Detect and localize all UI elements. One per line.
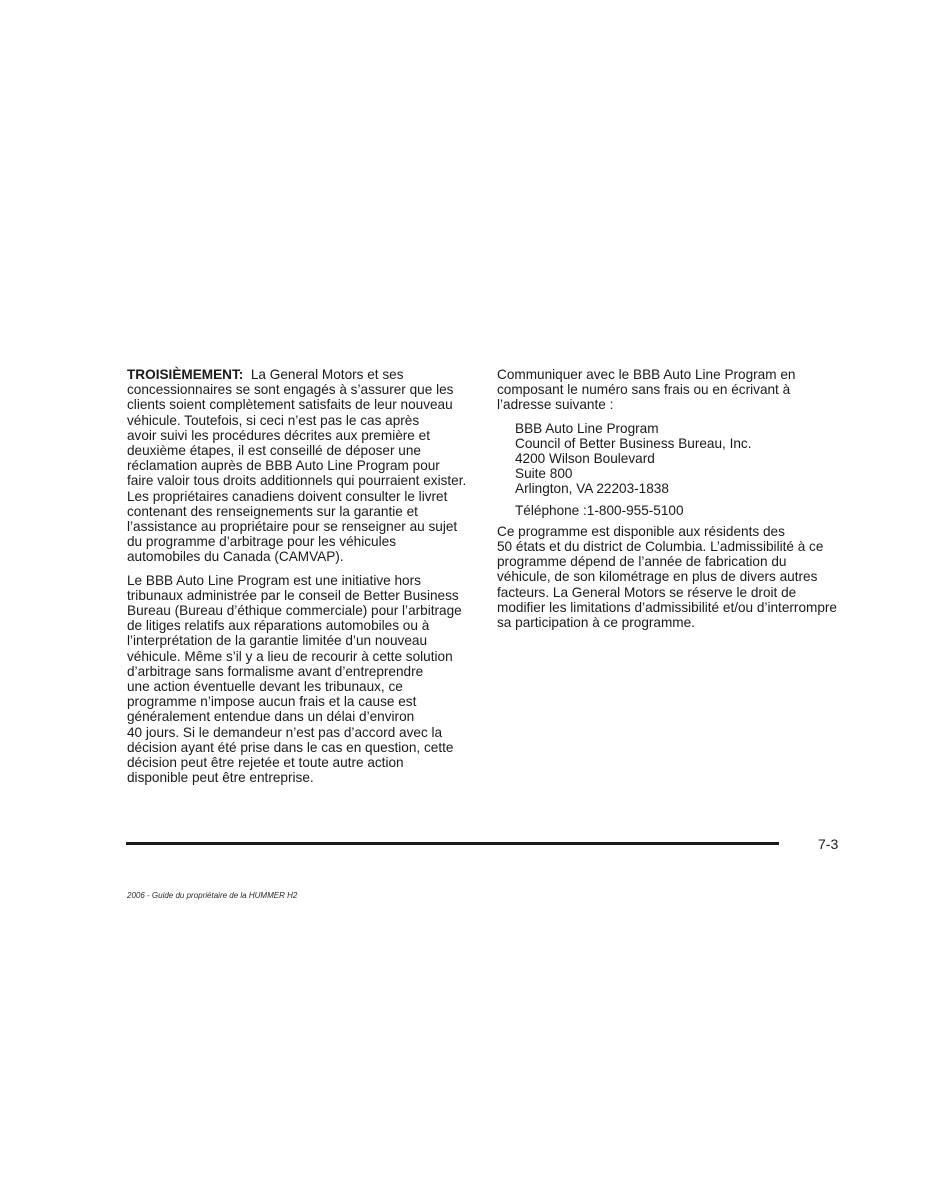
text-line: disponible peut être entreprise. xyxy=(127,770,314,786)
text-line: deuxième étapes, il est conseillé de déposer une xyxy=(127,443,421,459)
mailing-address xyxy=(497,421,847,497)
text-line: avoir suivi les procédures décrites aux première et xyxy=(127,427,430,443)
text-line: modifier les limitations d’admissibilité et/ou d’interrompre xyxy=(497,599,837,615)
right-column xyxy=(497,367,847,638)
text-line: facteurs. La General Motors se réserve le droit de xyxy=(497,584,797,600)
paragraph-troisiemement xyxy=(127,367,477,565)
text-line: 40 jours. Si le demandeur n’est pas d’accord avec la xyxy=(127,724,443,740)
text-line: faire valoir tous droits additionnels qui pourraient exister. xyxy=(127,473,467,489)
text-line: d’arbitrage sans formalisme avant d’entreprendre xyxy=(127,663,424,679)
paragraph-contact xyxy=(497,367,847,413)
text-line: véhicule. Même s’il y a lieu de recourir à cette solution xyxy=(127,648,453,664)
text-line: sa participation à ce programme. xyxy=(497,615,695,631)
lead-heading: TROISIÈMEMENT: xyxy=(127,367,244,382)
text-line: l’interprétation de la garantie limitée d’un nouveau xyxy=(127,633,428,649)
text-line: contenant des renseignements sur la garantie et xyxy=(127,503,418,519)
phone-number: Téléphone :1-800-955-5100 xyxy=(515,502,684,518)
address-line: Suite 800 xyxy=(515,466,573,482)
address-line: 4200 Wilson Boulevard xyxy=(515,451,655,467)
text-line: programme dépend de l’année de fabrication du xyxy=(497,554,787,570)
footer-text: 2006 - Guide du propriétaire de la HUMMER H2 xyxy=(127,891,298,900)
text-line: Communiquer avec le BBB Auto Line Program en xyxy=(497,367,796,382)
paragraph-bbb-program xyxy=(127,573,477,786)
text-line: La General Motors et ses xyxy=(250,367,404,382)
text-line: véhicule, de son kilométrage en plus de divers autres xyxy=(497,569,818,585)
address-line: BBB Auto Line Program xyxy=(515,420,659,436)
text-line: tribunaux administrée par le conseil de Better Business xyxy=(127,587,459,603)
text-line: Ce programme est disponible aux résidents des xyxy=(497,523,785,539)
horizontal-rule xyxy=(126,842,779,845)
text-line: de litiges relatifs aux réparations automobiles ou à xyxy=(127,618,430,634)
text-line: Bureau (Bureau d’éthique commerciale) pour l’arbitrage xyxy=(127,603,462,619)
text-line: une action éventuelle devant les tribunaux, ce xyxy=(127,679,403,695)
text-line: 50 états et du district de Columbia. L’admissibilité à ce xyxy=(497,539,824,555)
text-line: composant le numéro sans frais ou en écrivant à xyxy=(497,382,791,398)
page-number: 7-3 xyxy=(818,836,839,852)
text-line: l’adresse suivante : xyxy=(497,397,614,413)
text-line: véhicule. Toutefois, si ceci n’est pas le cas après xyxy=(127,412,420,428)
text-line: automobiles du Canada (CAMVAP). xyxy=(127,549,344,565)
left-column xyxy=(127,367,477,793)
text-line: programme n’impose aucun frais et la cause est xyxy=(127,694,417,710)
paragraph-eligibility xyxy=(497,524,847,630)
text-line: généralement entendue dans un délai d’environ xyxy=(127,709,415,725)
address-line: Arlington, VA 22203-1838 xyxy=(515,481,669,497)
text-line: Le BBB Auto Line Program est une initiative hors xyxy=(127,572,421,588)
address-line: Council of Better Business Bureau, Inc. xyxy=(515,435,752,451)
text-line: décision peut être rejetée et toute autre action xyxy=(127,755,404,771)
text-line: concessionnaires se sont engagés à s’assurer que les xyxy=(127,382,454,398)
text-line: décision ayant été prise dans le cas en question, cette xyxy=(127,739,454,755)
text-line: réclamation auprès de BBB Auto Line Program pour xyxy=(127,458,440,474)
text-line: du programme d’arbitrage pour les véhicules xyxy=(127,534,396,550)
text-line: l’assistance au propriétaire pour se renseigner au sujet xyxy=(127,519,458,535)
text-line: clients soient complètement satisfaits de leur nouveau xyxy=(127,397,453,413)
text-line: Les propriétaires canadiens doivent consulter le livret xyxy=(127,488,448,504)
